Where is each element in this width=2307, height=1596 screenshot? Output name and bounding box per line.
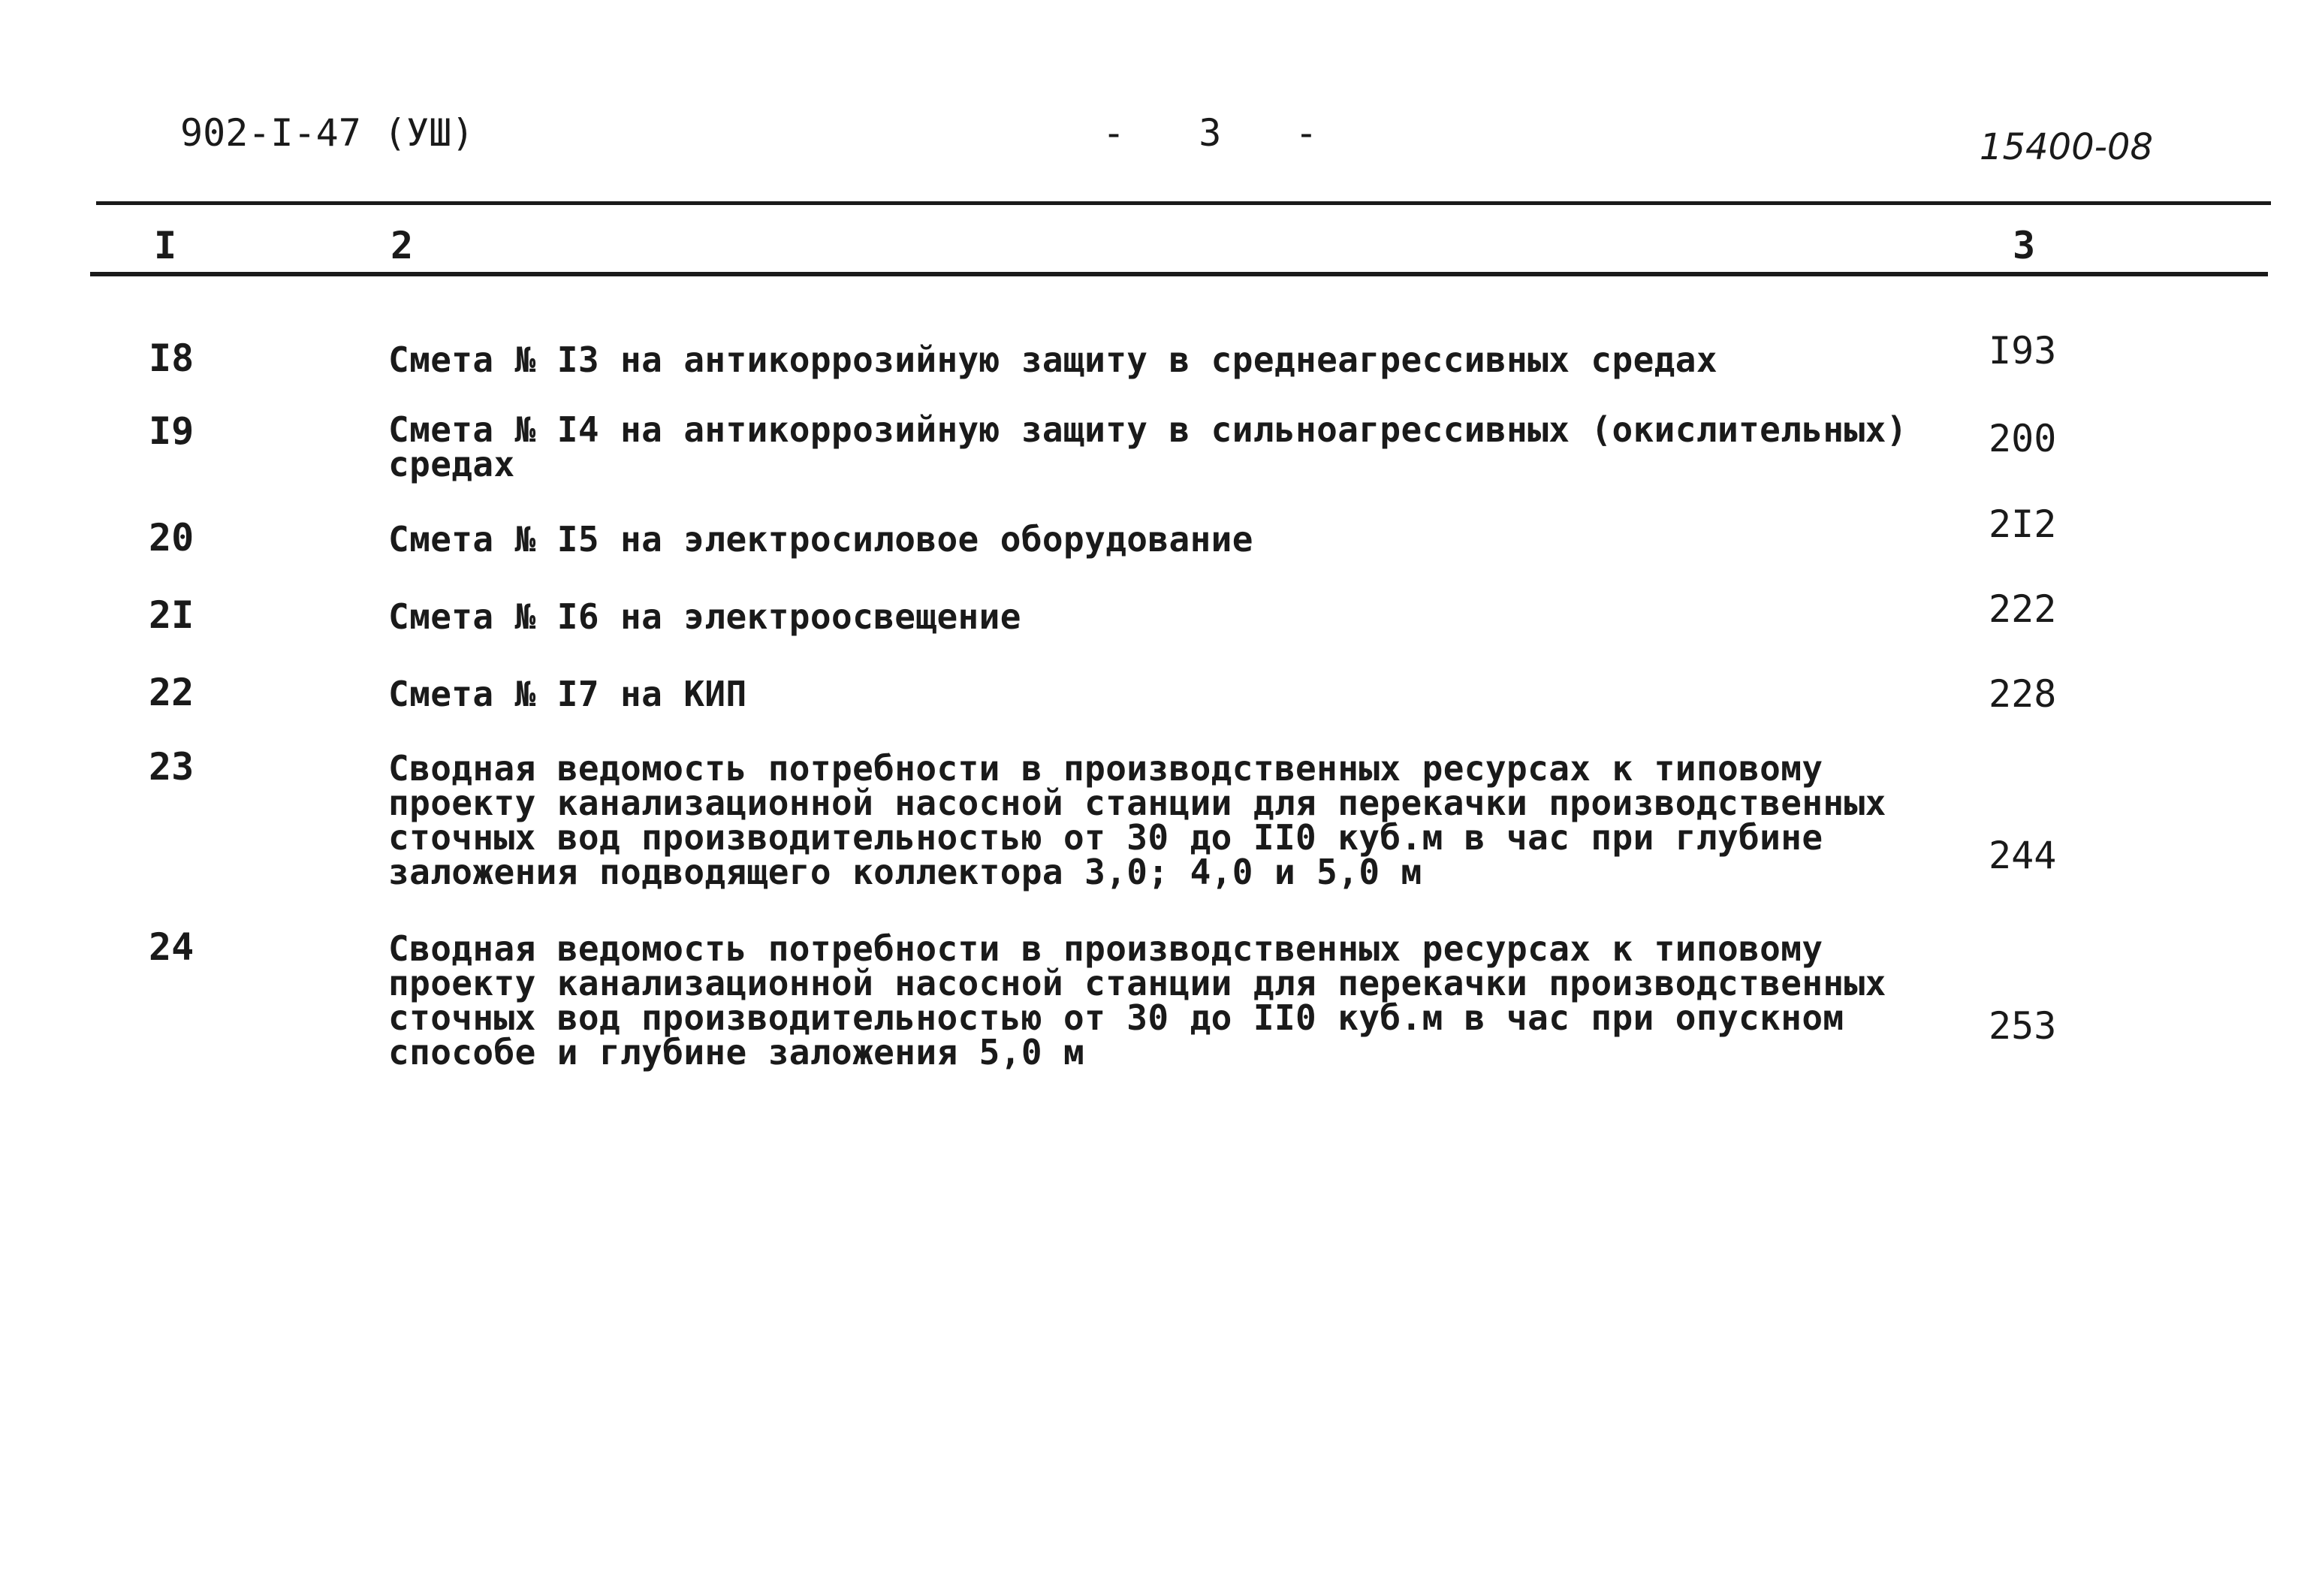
row-page: 253 [1989, 1004, 2057, 1048]
row-number: I9 [149, 409, 195, 453]
row-page: 222 [1989, 587, 2057, 631]
row-description: Смета № I3 на антикоррозийную защиту в среднеагрессивных средах [388, 339, 1717, 380]
row-page: 200 [1989, 417, 2057, 460]
page-number: - 3 - [1102, 111, 1343, 155]
row-number: 24 [149, 925, 195, 969]
row-description: Смета № I6 на электроосвещение [388, 596, 1021, 637]
table-top-rule [96, 201, 2271, 205]
row-number: 22 [149, 671, 195, 714]
document-code: 902-I-47 (УШ) [180, 111, 475, 155]
row-description: Смета № I7 на КИП [388, 674, 747, 714]
column-header-3: 3 [2013, 224, 2036, 267]
row-page: 228 [1989, 672, 2057, 716]
row-page: I93 [1989, 329, 2057, 373]
table-header-rule [90, 272, 2268, 276]
row-number: 23 [149, 745, 195, 789]
row-description: Сводная ведомость потребности в производственных ресурсах к типовому проекту канализационной насосной станции для перекачки производственных сточных вод производительностью от 30 до II0 куб.м в час при опускном способе и глубине заложения 5,0 м [388, 928, 1886, 1073]
sheet-code: 15400-08 [1979, 126, 2153, 168]
column-header-1: I [154, 224, 177, 267]
row-description: Сводная ведомость потребности в производственных ресурсах к типовому проекту канализационной насосной станции для перекачки производственных сточных вод производительностью от 30 до II0 куб.м в час при глубине заложения подводящего коллектора 3,0; 4,0 и 5,0 м [388, 748, 1886, 892]
row-description: Смета № I5 на электросиловое оборудование [388, 519, 1253, 560]
row-page: 244 [1989, 834, 2057, 877]
row-number: 2I [149, 593, 195, 637]
row-description: Смета № I4 на антикоррозийную защиту в сильноагрессивных (окислительных) средах [388, 409, 1907, 484]
row-number: 20 [149, 516, 195, 560]
row-number: I8 [149, 336, 195, 380]
row-page: 2I2 [1989, 502, 2057, 546]
column-header-2: 2 [391, 224, 414, 267]
